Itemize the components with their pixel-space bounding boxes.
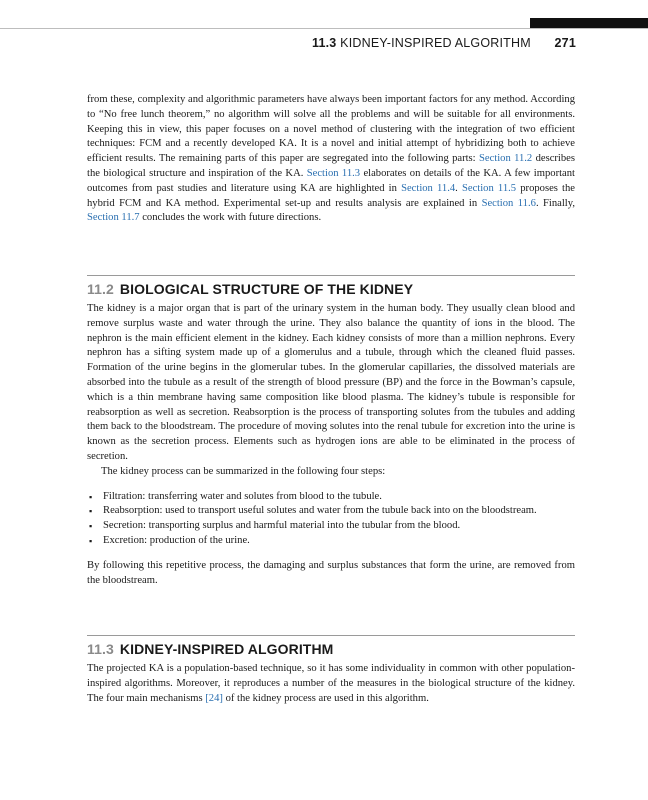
list-item: ▪ Reabsorption: used to transport useful solutes and water from the tubule back into on the bloodstream. bbox=[87, 504, 575, 519]
list-item: ▪ Secretion: transporting surplus and harmful material into the tubular from the blood. bbox=[87, 519, 575, 534]
ka-text-1: The projected KA is a population-based technique, so it has some individuality in common with other population-inspired algorithms. Moreover, it reproduces a number of the measures in the biological structure of the kidney. The four main mechanisms bbox=[87, 663, 575, 704]
link-section-11-3[interactable]: Section 11.3 bbox=[306, 167, 361, 179]
section-11-2-rule bbox=[87, 275, 575, 276]
link-section-11-6[interactable]: Section 11.6 bbox=[481, 197, 536, 209]
page-number: 271 bbox=[554, 36, 576, 50]
section-11-2-body bbox=[87, 302, 575, 588]
reference-24-link[interactable]: [24] bbox=[205, 692, 223, 704]
intro-text-3: elaborates on details of the KA. A few important outcomes from past studies and literature using KA are highlighted in bbox=[87, 167, 575, 194]
link-section-11-4[interactable]: Section 11.4 bbox=[401, 182, 456, 194]
section-11-2-title: BIOLOGICAL STRUCTURE OF THE KIDNEY bbox=[119, 281, 414, 297]
intro-paragraph bbox=[87, 93, 575, 226]
intro-text-7: concludes the work with future directions. bbox=[139, 212, 322, 224]
section-11-2-number: 11.2 bbox=[87, 281, 114, 297]
intro-text-5: proposes the hybrid FCM and KA method. Experimental set-up and results analysis are explained in bbox=[87, 182, 576, 209]
list-item: ▪ Excretion: production of the urine. bbox=[87, 534, 575, 549]
intro-text-2: describes the biological structure and inspiration of the KA. bbox=[87, 153, 575, 179]
kidney-paragraph-1: The kidney is a major organ that is part of the urinary system in the human body. They usually clean blood and remove surplus waste and water through the urine. They also balance the quantity of ions in the blood. The nephron is the main efficient element in the kidney. Each kidney consists of more than a million nephrons. Every nephron has a sifting system made up of a glomerulus and a tubule, through which the cleaned fluid passes. Formation of the urine begins in the glomerular tubes. In the glomerular capillaries, the dissolved materials are absorbed into the tubule as a result of the strength of blood pressure (BP) and the force in the Bowman’s capsule, which is a thin membrane having same composition like blood plasma. The kidney’s tubule is responsible for reabsorption as well as secretion. Reabsorption is the process of transporting solutes from the tubules and adding them back to the bloodstream. The procedure of moving solutes into the renal tubule for excretion into the urine is known as the secretion process. Elements such as hydrogen ions are able to be eliminated in the process of secretion. bbox=[87, 303, 575, 462]
intro-text-1: from these, complexity and algorithmic parameters have always been important factors for any method. According to “No free lunch theorem,” no algorithm will solve all the problems and will be suitable for all environments. Keeping this in view, this paper focuses on a novel method of clustering with the integration of two efficient techniques: FCM and a recently developed KA. It is a novel and initial attempt of hybridizing both to achieve efficient results. The remaining parts of this paper are segregated into the following parts: bbox=[87, 94, 575, 165]
section-11-3-title: KIDNEY-INSPIRED ALGORITHM bbox=[119, 641, 334, 657]
kidney-steps-list bbox=[87, 490, 575, 549]
section-11-3-body bbox=[87, 662, 575, 706]
section-11-2-heading bbox=[87, 281, 413, 297]
section-11-3-rule bbox=[87, 635, 575, 636]
link-section-11-7[interactable]: Section 11.7 bbox=[87, 212, 140, 224]
running-header-section-number: 11.3 bbox=[312, 36, 337, 50]
ka-text-2: of the kidney process are used in this algorithm. bbox=[222, 692, 429, 704]
kidney-paragraph-3: By following this repetitive process, the damaging and surplus substances that form the urine, are removed from the bloodstream. bbox=[87, 559, 575, 586]
kidney-paragraph-2: The kidney process can be summarized in the following four steps: bbox=[101, 465, 386, 477]
intro-text-6: . Finally, bbox=[535, 197, 576, 209]
header-rule bbox=[0, 28, 648, 29]
section-11-3-number: 11.3 bbox=[87, 641, 114, 657]
intro-text-4: . bbox=[455, 182, 462, 194]
link-section-11-2[interactable]: Section 11.2 bbox=[478, 153, 533, 165]
running-header bbox=[312, 36, 576, 50]
section-11-3-heading bbox=[87, 641, 333, 657]
running-header-title: KIDNEY-INSPIRED ALGORITHM bbox=[340, 36, 531, 50]
link-section-11-5[interactable]: Section 11.5 bbox=[461, 182, 517, 194]
list-item: ▪ Filtration: transferring water and solutes from blood to the tubule. bbox=[87, 490, 575, 505]
